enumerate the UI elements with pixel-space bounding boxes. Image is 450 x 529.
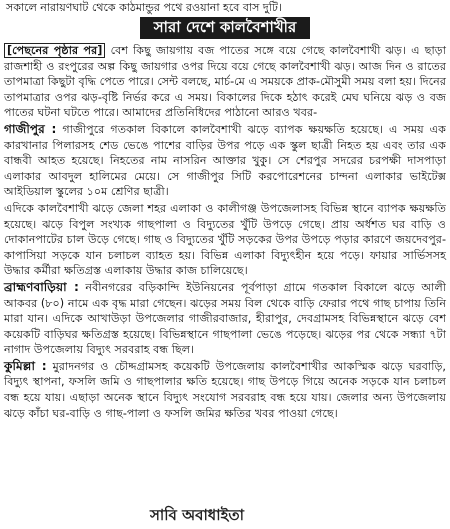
paragraph-gazipur-damage <box>4 201 446 279</box>
location-label-cumilla: কুমিল্লা : <box>4 358 47 373</box>
paragraph-text: নবীনগরের বড়িকান্দি ইউনিয়নের পূর্বপাড়া গ্রামে গতকাল বিকালে ঝড়ে আলী আকবর (৮০) নামে এক বৃদ্ধ মারা গেছেন। ঝড়ের সময় বিল থেকে বাড়ি ফেরার পথে গাছ চাপায় তিনি মারা যান। এদিকে আখাউড়া উপজেলার গাজীরবাজার, হীরাপুর, দেবগ্রামসহ বিভিন্নস্থানে ঝড়ে বেশ কয়েকটি বাড়িঘর ক্ষতিগ্রস্ত হয়েছে। বিভিন্নস্থানে গাছপালা ভেঙে পড়েছে। ঝড়ের পর থেকে সন্ধ্যা ৭টা নাগাদ উপজেলায় বিদ্যুৎ সরবরাহ বন্ধ ছিল। <box>4 280 446 357</box>
headline-wrap <box>4 17 446 39</box>
location-label-brahmanbaria: ব্রাহ্মণবাড়িয়া : <box>4 279 79 294</box>
continuation-tag: [পেছনের পৃষ্ঠার পর] <box>4 43 105 58</box>
next-headline-cut-off <box>0 506 450 524</box>
paragraph-text: মুরাদনগর ও চৌদ্দগ্রামসহ কয়েকটি উপজেলায় কালবৈশাখীর আকস্মিক ঝড়ে ঘরবাড়ি, বিদ্যুৎ স্থাপনা, ফসলি জমি ও গাছপালার ক্ষতি হয়েছে। গাছ উপড়ে গিয়ে অনেক সড়কে যান চলাচল বন্ধ হয়ে যায়। এছাড়া অনেক স্থানে বিদ্যুৎ সংযোগ সরবরাহ বন্ধ হয়ে যায়। জেলার অন্য উপজেলায় ঝড়ে কাঁচা ঘর-বাড়ি ও গাছ-পালা ও ফসলি জমির ক্ষতির খবর পাওয়া গেছে। <box>4 359 446 420</box>
paragraph-text: গাজীপুরে গতকাল বিকালে কালবৈশাখী ঝড়ে ব্যাপক ক্ষয়ক্ষতি হয়েছে। এ সময় এক কারখানার পিলারসহ শেড ভেঙে পাশের বাড়ির উপর পড়ে এক স্কুল ছাত্রী নিহত হয় এবং তার এক বান্ধবী আহত হয়েছে। নিহতের নাম নাসরিন আক্তার খুকু। সে শেরপুর সদরের চরপক্ষী দাসপাড়া এলাকার আবদুল হালিমের মেয়ে। সে গাজীপুর সিটি করপোরেশনের চান্দনা এলাকার ভাইটেক্স আইডিয়াল স্কুলের ১০ম শ্রেণির ছাত্রী। <box>4 122 446 199</box>
next-headline-text: সাবি অবাধাইতা <box>150 506 244 524</box>
paragraph-cumilla <box>4 359 446 421</box>
paragraph-text: বেশ কিছু জায়গায় বজ পাতের সঙ্গে বয়ে গেছে কালবৈশাখী ঝড়। এ ছাড়া রাজশাহী ও রংপুরের অল্প কিছু জায়গার ওপর দিয়ে বয়ে গেছে কালবৈশাখী ঝড়। আজ দিন ও রাতের তাপমাত্রা কিছুটা বৃদ্ধি পেতে পারে। সেন্ট বলছে, মার্চ-মে এ সময়কে প্রাক-মৌসুমী সময় বলা হয়। দিনের তাপমাত্রার ওপর ঝড়-বৃষ্টি নির্ভর করে এ সময়। বিকালের দিকে হঠাৎ করেই মেঘ ঘনিয়ে ঝড় ও বজ পাতের ঘটনা ঘটতে পারে। আমাদের প্রতিনিধিদের পাঠানো আরও খবর- <box>4 44 446 120</box>
location-label-gazipur: গাজীপুর : <box>4 121 57 136</box>
paragraph-gazipur <box>4 122 446 200</box>
headline: সারা দেশে কালবৈশাখীর <box>140 17 310 39</box>
paragraph-text: এদিকে কালবৈশাখী ঝড়ে জেলা শহর এলাকা ও কালীগঞ্জ উপজেলাসহ বিভিন্ন স্থানে ব্যাপক ক্ষয়ক্ষতি হয়েছে। ঝড়ে বিপুল সংখ্যক গাছপালা ও বিদ্যুতের খুঁটি উপড়ে গেছে। প্রায় অর্ধশত ঘর বাড়ি ও দোকানপাটের চাল উড়ে গেছে। গাছ ও বিদ্যুতের খুঁটি সড়কের উপর উপড়ে পড়ার কারণে জয়দেবপুর-কাপাসিয়া সড়কে যান চলাচল ব্যাহত হয়। বিভিন্ন এলাকা বিদ্যুৎহীন হয়ে পড়ে। ফায়ার সার্ভিসসহ উদ্ধার কর্মীরা ক্ষতিগ্রস্ত এলাকায় উদ্ধার কাজ চালিয়েছে। <box>4 201 446 278</box>
paragraph-brahmanbaria <box>4 280 446 358</box>
paragraph-intro <box>4 43 446 121</box>
previous-story-last-line: সকালে নারায়ণঘাট থেকে কাঠমান্ডুর পথে রওয়ানা হবে বাস দুটি। <box>6 1 282 14</box>
